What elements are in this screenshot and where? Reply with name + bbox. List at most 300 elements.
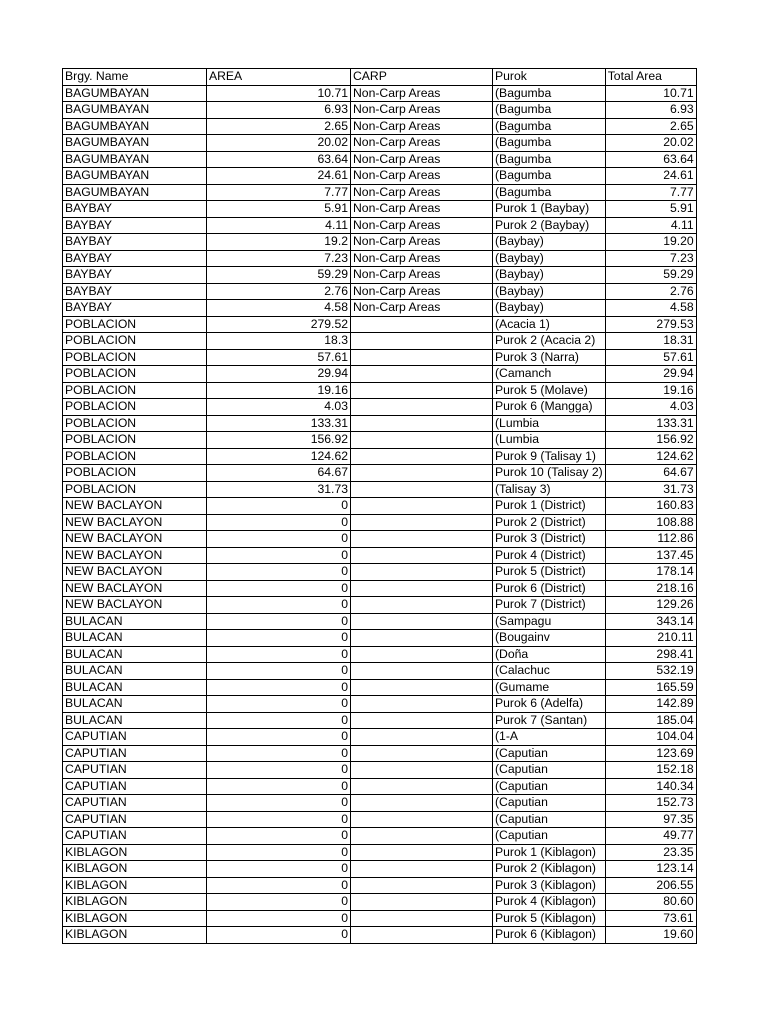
cell-area[interactable]: 4.03: [207, 399, 351, 416]
table-row: [63, 646, 697, 663]
cell-purok[interactable]: Purok 6 (Kiblagon): [493, 927, 606, 944]
table-row: [63, 811, 697, 828]
cell-total-area[interactable]: 160.83: [605, 498, 696, 515]
cell-purok[interactable]: (Lumbia: [493, 415, 606, 432]
cell-purok[interactable]: (Caputian: [493, 795, 606, 812]
cell-carp[interactable]: Non-Carp Areas: [351, 102, 493, 119]
cell-brgy-name[interactable]: BULACAN: [63, 663, 207, 680]
cell-total-area[interactable]: 73.61: [605, 910, 696, 927]
cell-carp[interactable]: [351, 712, 493, 729]
cell-area[interactable]: 0: [207, 696, 351, 713]
cell-total-area[interactable]: 112.86: [605, 531, 696, 548]
cell-purok[interactable]: (Baybay): [493, 234, 606, 251]
cell-purok[interactable]: (Baybay): [493, 267, 606, 284]
cell-carp[interactable]: [351, 795, 493, 812]
cell-total-area[interactable]: 2.65: [605, 118, 696, 135]
cell-area[interactable]: 0: [207, 712, 351, 729]
cell-area[interactable]: 63.64: [207, 151, 351, 168]
cell-purok[interactable]: (Bougainv: [493, 630, 606, 647]
cell-purok[interactable]: (Caputian: [493, 762, 606, 779]
cell-total-area[interactable]: 23.35: [605, 844, 696, 861]
cell-total-area[interactable]: 123.14: [605, 861, 696, 878]
cell-carp[interactable]: Non-Carp Areas: [351, 85, 493, 102]
cell-brgy-name[interactable]: CAPUTIAN: [63, 745, 207, 762]
cell-carp[interactable]: [351, 696, 493, 713]
cell-area[interactable]: 0: [207, 778, 351, 795]
cell-carp[interactable]: [351, 679, 493, 696]
cell-carp[interactable]: [351, 481, 493, 498]
cell-total-area[interactable]: 142.89: [605, 696, 696, 713]
cell-purok[interactable]: Purok 5 (Kiblagon): [493, 910, 606, 927]
cell-area[interactable]: 7.23: [207, 250, 351, 267]
cell-carp[interactable]: [351, 465, 493, 482]
cell-purok[interactable]: Purok 4 (Kiblagon): [493, 894, 606, 911]
cell-brgy-name[interactable]: CAPUTIAN: [63, 828, 207, 845]
cell-area[interactable]: 0: [207, 861, 351, 878]
cell-brgy-name[interactable]: BAGUMBAYAN: [63, 168, 207, 185]
cell-carp[interactable]: [351, 531, 493, 548]
cell-purok[interactable]: (Sampagu: [493, 613, 606, 630]
cell-area[interactable]: 0: [207, 745, 351, 762]
cell-brgy-name[interactable]: BAGUMBAYAN: [63, 151, 207, 168]
cell-total-area[interactable]: 18.31: [605, 333, 696, 350]
table-row: [63, 300, 697, 317]
cell-purok[interactable]: Purok 2 (District): [493, 514, 606, 531]
cell-purok[interactable]: Purok 9 (Talisay 1): [493, 448, 606, 465]
table-row: [63, 283, 697, 300]
cell-brgy-name[interactable]: BULACAN: [63, 630, 207, 647]
cell-carp[interactable]: [351, 432, 493, 449]
cell-carp[interactable]: [351, 498, 493, 515]
cell-purok[interactable]: Purok 1 (District): [493, 498, 606, 515]
cell-carp[interactable]: Non-Carp Areas: [351, 217, 493, 234]
cell-carp[interactable]: [351, 630, 493, 647]
cell-total-area[interactable]: 124.62: [605, 448, 696, 465]
cell-area[interactable]: 29.94: [207, 366, 351, 383]
table-row: [63, 514, 697, 531]
cell-purok[interactable]: (Caputian: [493, 745, 606, 762]
header-carp[interactable]: CARP: [351, 69, 493, 86]
cell-total-area[interactable]: 2.76: [605, 283, 696, 300]
cell-purok[interactable]: Purok 3 (Narra): [493, 349, 606, 366]
cell-carp[interactable]: [351, 646, 493, 663]
cell-carp[interactable]: Non-Carp Areas: [351, 300, 493, 317]
cell-total-area[interactable]: 4.11: [605, 217, 696, 234]
cell-purok[interactable]: Purok 3 (District): [493, 531, 606, 548]
cell-total-area[interactable]: 64.67: [605, 465, 696, 482]
cell-brgy-name[interactable]: NEW BACLAYON: [63, 597, 207, 614]
cell-area[interactable]: 0: [207, 729, 351, 746]
cell-area[interactable]: 0: [207, 795, 351, 812]
cell-total-area[interactable]: 5.91: [605, 201, 696, 218]
cell-carp[interactable]: [351, 597, 493, 614]
cell-brgy-name[interactable]: BAGUMBAYAN: [63, 184, 207, 201]
cell-carp[interactable]: [351, 811, 493, 828]
cell-purok[interactable]: Purok 7 (Santan): [493, 712, 606, 729]
table-row: [63, 861, 697, 878]
cell-carp[interactable]: Non-Carp Areas: [351, 201, 493, 218]
cell-brgy-name[interactable]: BAYBAY: [63, 283, 207, 300]
cell-total-area[interactable]: 24.61: [605, 168, 696, 185]
cell-total-area[interactable]: 185.04: [605, 712, 696, 729]
table-row: [63, 745, 697, 762]
cell-brgy-name[interactable]: CAPUTIAN: [63, 778, 207, 795]
cell-carp[interactable]: Non-Carp Areas: [351, 151, 493, 168]
cell-total-area[interactable]: 108.88: [605, 514, 696, 531]
table-row: [63, 448, 697, 465]
cell-carp[interactable]: Non-Carp Areas: [351, 168, 493, 185]
cell-total-area[interactable]: 7.77: [605, 184, 696, 201]
cell-area[interactable]: 19.16: [207, 382, 351, 399]
header-row: [63, 69, 697, 86]
cell-carp[interactable]: [351, 415, 493, 432]
table-row: [63, 795, 697, 812]
cell-total-area[interactable]: 343.14: [605, 613, 696, 630]
table-row: [63, 679, 697, 696]
cell-area[interactable]: 0: [207, 844, 351, 861]
cell-area[interactable]: 0: [207, 828, 351, 845]
table-row: [63, 894, 697, 911]
cell-total-area[interactable]: 10.71: [605, 85, 696, 102]
cell-total-area[interactable]: 218.16: [605, 580, 696, 597]
cell-brgy-name[interactable]: NEW BACLAYON: [63, 580, 207, 597]
cell-purok[interactable]: (Calachuc: [493, 663, 606, 680]
cell-purok[interactable]: (Bagumba: [493, 151, 606, 168]
cell-total-area[interactable]: 63.64: [605, 151, 696, 168]
cell-area[interactable]: 5.91: [207, 201, 351, 218]
table-row: [63, 349, 697, 366]
cell-brgy-name[interactable]: POBLACION: [63, 432, 207, 449]
cell-brgy-name[interactable]: POBLACION: [63, 448, 207, 465]
cell-brgy-name[interactable]: BULACAN: [63, 679, 207, 696]
cell-carp[interactable]: Non-Carp Areas: [351, 250, 493, 267]
cell-total-area[interactable]: 19.60: [605, 927, 696, 944]
cell-carp[interactable]: Non-Carp Areas: [351, 118, 493, 135]
cell-area[interactable]: 0: [207, 630, 351, 647]
cell-area[interactable]: 57.61: [207, 349, 351, 366]
cell-carp[interactable]: [351, 448, 493, 465]
cell-total-area[interactable]: 20.02: [605, 135, 696, 152]
cell-purok[interactable]: (Camanch: [493, 366, 606, 383]
table-row: [63, 531, 697, 548]
cell-area[interactable]: 0: [207, 811, 351, 828]
header-purok[interactable]: Purok: [493, 69, 606, 86]
cell-area[interactable]: 0: [207, 531, 351, 548]
cell-area[interactable]: 20.02: [207, 135, 351, 152]
cell-brgy-name[interactable]: BAYBAY: [63, 267, 207, 284]
table-row: [63, 729, 697, 746]
cell-purok[interactable]: Purok 4 (District): [493, 547, 606, 564]
cell-carp[interactable]: [351, 762, 493, 779]
cell-carp[interactable]: [351, 729, 493, 746]
cell-carp[interactable]: [351, 547, 493, 564]
cell-carp[interactable]: Non-Carp Areas: [351, 283, 493, 300]
cell-brgy-name[interactable]: POBLACION: [63, 349, 207, 366]
cell-carp[interactable]: [351, 333, 493, 350]
table-row: [63, 250, 697, 267]
cell-purok[interactable]: (Caputian: [493, 778, 606, 795]
cell-carp[interactable]: Non-Carp Areas: [351, 135, 493, 152]
cell-brgy-name[interactable]: BAYBAY: [63, 250, 207, 267]
cell-brgy-name[interactable]: POBLACION: [63, 366, 207, 383]
cell-total-area[interactable]: 123.69: [605, 745, 696, 762]
cell-area[interactable]: 2.76: [207, 283, 351, 300]
cell-total-area[interactable]: 279.53: [605, 316, 696, 333]
cell-carp[interactable]: [351, 745, 493, 762]
cell-purok[interactable]: (Bagumba: [493, 85, 606, 102]
cell-total-area[interactable]: 129.26: [605, 597, 696, 614]
cell-area[interactable]: 6.93: [207, 102, 351, 119]
table-row: [63, 547, 697, 564]
cell-brgy-name[interactable]: KIBLAGON: [63, 877, 207, 894]
table-row: [63, 712, 697, 729]
cell-area[interactable]: 7.77: [207, 184, 351, 201]
cell-area[interactable]: 0: [207, 580, 351, 597]
cell-area[interactable]: 124.62: [207, 448, 351, 465]
table-row: [63, 217, 697, 234]
cell-brgy-name[interactable]: CAPUTIAN: [63, 762, 207, 779]
cell-purok[interactable]: (Caputian: [493, 811, 606, 828]
cell-brgy-name[interactable]: BAYBAY: [63, 217, 207, 234]
cell-total-area[interactable]: 7.23: [605, 250, 696, 267]
cell-brgy-name[interactable]: NEW BACLAYON: [63, 514, 207, 531]
table-row: [63, 102, 697, 119]
cell-total-area[interactable]: 104.04: [605, 729, 696, 746]
cell-brgy-name[interactable]: POBLACION: [63, 465, 207, 482]
cell-purok[interactable]: Purok 5 (District): [493, 564, 606, 581]
cell-total-area[interactable]: 152.18: [605, 762, 696, 779]
cell-area[interactable]: 0: [207, 498, 351, 515]
cell-carp[interactable]: Non-Carp Areas: [351, 234, 493, 251]
cell-carp[interactable]: [351, 927, 493, 944]
cell-brgy-name[interactable]: POBLACION: [63, 481, 207, 498]
table-row: [63, 85, 697, 102]
cell-area[interactable]: 0: [207, 877, 351, 894]
cell-purok[interactable]: (Bagumba: [493, 118, 606, 135]
cell-area[interactable]: 0: [207, 547, 351, 564]
cell-purok[interactable]: (Bagumba: [493, 184, 606, 201]
cell-purok[interactable]: (Doña: [493, 646, 606, 663]
cell-area[interactable]: 0: [207, 564, 351, 581]
cell-total-area[interactable]: 532.19: [605, 663, 696, 680]
table-row: [63, 151, 697, 168]
cell-purok[interactable]: Purok 2 (Baybay): [493, 217, 606, 234]
cell-purok[interactable]: (1-A: [493, 729, 606, 746]
table-row: [63, 630, 697, 647]
table-row: [63, 366, 697, 383]
cell-area[interactable]: 0: [207, 514, 351, 531]
cell-brgy-name[interactable]: KIBLAGON: [63, 910, 207, 927]
cell-purok[interactable]: Purok 6 (District): [493, 580, 606, 597]
cell-carp[interactable]: [351, 778, 493, 795]
cell-purok[interactable]: Purok 10 (Talisay 2): [493, 465, 606, 482]
table-row: [63, 382, 697, 399]
cell-area[interactable]: 0: [207, 613, 351, 630]
cell-area[interactable]: 18.3: [207, 333, 351, 350]
cell-purok[interactable]: Purok 1 (Kiblagon): [493, 844, 606, 861]
cell-area[interactable]: 64.67: [207, 465, 351, 482]
cell-area[interactable]: 0: [207, 894, 351, 911]
cell-area[interactable]: 59.29: [207, 267, 351, 284]
cell-brgy-name[interactable]: POBLACION: [63, 382, 207, 399]
table-row: [63, 135, 697, 152]
cell-brgy-name[interactable]: KIBLAGON: [63, 861, 207, 878]
cell-purok[interactable]: (Lumbia: [493, 432, 606, 449]
cell-carp[interactable]: [351, 382, 493, 399]
cell-brgy-name[interactable]: CAPUTIAN: [63, 795, 207, 812]
cell-purok[interactable]: (Baybay): [493, 250, 606, 267]
cell-purok[interactable]: Purok 3 (Kiblagon): [493, 877, 606, 894]
table-row: [63, 184, 697, 201]
cell-brgy-name[interactable]: BAGUMBAYAN: [63, 85, 207, 102]
cell-carp[interactable]: [351, 316, 493, 333]
header-total-area[interactable]: Total Area: [605, 69, 696, 86]
cell-total-area[interactable]: 210.11: [605, 630, 696, 647]
cell-carp[interactable]: [351, 580, 493, 597]
cell-purok[interactable]: (Bagumba: [493, 168, 606, 185]
cell-carp[interactable]: Non-Carp Areas: [351, 184, 493, 201]
cell-brgy-name[interactable]: NEW BACLAYON: [63, 564, 207, 581]
cell-brgy-name[interactable]: NEW BACLAYON: [63, 498, 207, 515]
cell-brgy-name[interactable]: KIBLAGON: [63, 927, 207, 944]
cell-carp[interactable]: [351, 366, 493, 383]
table-row: [63, 762, 697, 779]
cell-purok[interactable]: (Bagumba: [493, 135, 606, 152]
cell-brgy-name[interactable]: POBLACION: [63, 333, 207, 350]
cell-total-area[interactable]: 4.03: [605, 399, 696, 416]
cell-area[interactable]: 2.65: [207, 118, 351, 135]
cell-purok[interactable]: Purok 2 (Acacia 2): [493, 333, 606, 350]
cell-total-area[interactable]: 165.59: [605, 679, 696, 696]
cell-brgy-name[interactable]: BULACAN: [63, 646, 207, 663]
cell-total-area[interactable]: 133.31: [605, 415, 696, 432]
cell-total-area[interactable]: 49.77: [605, 828, 696, 845]
cell-total-area[interactable]: 152.73: [605, 795, 696, 812]
cell-area[interactable]: 0: [207, 597, 351, 614]
cell-total-area[interactable]: 97.35: [605, 811, 696, 828]
cell-total-area[interactable]: 29.94: [605, 366, 696, 383]
cell-purok[interactable]: (Baybay): [493, 300, 606, 317]
cell-area[interactable]: 24.61: [207, 168, 351, 185]
cell-carp[interactable]: [351, 828, 493, 845]
cell-brgy-name[interactable]: CAPUTIAN: [63, 729, 207, 746]
cell-purok[interactable]: (Acacia 1): [493, 316, 606, 333]
cell-carp[interactable]: [351, 399, 493, 416]
table-row: [63, 498, 697, 515]
cell-brgy-name[interactable]: KIBLAGON: [63, 894, 207, 911]
cell-total-area[interactable]: 80.60: [605, 894, 696, 911]
cell-total-area[interactable]: 19.16: [605, 382, 696, 399]
cell-carp[interactable]: [351, 877, 493, 894]
cell-area[interactable]: 279.52: [207, 316, 351, 333]
cell-carp[interactable]: [351, 894, 493, 911]
cell-brgy-name[interactable]: BAYBAY: [63, 234, 207, 251]
cell-brgy-name[interactable]: BULACAN: [63, 712, 207, 729]
cell-area[interactable]: 0: [207, 910, 351, 927]
cell-total-area[interactable]: 178.14: [605, 564, 696, 581]
table-row: [63, 168, 697, 185]
cell-brgy-name[interactable]: BAGUMBAYAN: [63, 118, 207, 135]
cell-area[interactable]: 19.2: [207, 234, 351, 251]
cell-purok[interactable]: (Baybay): [493, 283, 606, 300]
cell-purok[interactable]: Purok 2 (Kiblagon): [493, 861, 606, 878]
cell-total-area[interactable]: 6.93: [605, 102, 696, 119]
cell-carp[interactable]: [351, 910, 493, 927]
cell-carp[interactable]: [351, 514, 493, 531]
table-row: [63, 201, 697, 218]
cell-area[interactable]: 0: [207, 679, 351, 696]
cell-brgy-name[interactable]: BAGUMBAYAN: [63, 135, 207, 152]
cell-area[interactable]: 156.92: [207, 432, 351, 449]
cell-area[interactable]: 133.31: [207, 415, 351, 432]
header-area[interactable]: AREA: [207, 69, 351, 86]
cell-total-area[interactable]: 140.34: [605, 778, 696, 795]
table-row: [63, 564, 697, 581]
cell-brgy-name[interactable]: POBLACION: [63, 415, 207, 432]
cell-area[interactable]: 0: [207, 762, 351, 779]
cell-brgy-name[interactable]: KIBLAGON: [63, 844, 207, 861]
cell-total-area[interactable]: 31.73: [605, 481, 696, 498]
cell-purok[interactable]: (Gumame: [493, 679, 606, 696]
cell-total-area[interactable]: 59.29: [605, 267, 696, 284]
cell-carp[interactable]: [351, 663, 493, 680]
cell-area[interactable]: 4.11: [207, 217, 351, 234]
cell-brgy-name[interactable]: POBLACION: [63, 399, 207, 416]
cell-brgy-name[interactable]: BAYBAY: [63, 300, 207, 317]
cell-area[interactable]: 0: [207, 663, 351, 680]
cell-brgy-name[interactable]: POBLACION: [63, 316, 207, 333]
cell-brgy-name[interactable]: NEW BACLAYON: [63, 547, 207, 564]
cell-area[interactable]: 10.71: [207, 85, 351, 102]
cell-purok[interactable]: Purok 6 (Adelfa): [493, 696, 606, 713]
cell-area[interactable]: 0: [207, 646, 351, 663]
cell-carp[interactable]: [351, 564, 493, 581]
cell-purok[interactable]: Purok 7 (District): [493, 597, 606, 614]
table-row: [63, 910, 697, 927]
cell-purok[interactable]: (Talisay 3): [493, 481, 606, 498]
cell-carp[interactable]: Non-Carp Areas: [351, 267, 493, 284]
cell-brgy-name[interactable]: BULACAN: [63, 696, 207, 713]
cell-brgy-name[interactable]: BAYBAY: [63, 201, 207, 218]
cell-purok[interactable]: (Caputian: [493, 828, 606, 845]
cell-area[interactable]: 31.73: [207, 481, 351, 498]
cell-carp[interactable]: [351, 861, 493, 878]
cell-brgy-name[interactable]: BAGUMBAYAN: [63, 102, 207, 119]
cell-area[interactable]: 0: [207, 927, 351, 944]
header-brgy-name[interactable]: Brgy. Name: [63, 69, 207, 86]
table-row: [63, 844, 697, 861]
spreadsheet-table: [62, 68, 697, 944]
cell-purok[interactable]: Purok 5 (Molave): [493, 382, 606, 399]
cell-purok[interactable]: (Bagumba: [493, 102, 606, 119]
cell-purok[interactable]: Purok 6 (Mangga): [493, 399, 606, 416]
cell-total-area[interactable]: 57.61: [605, 349, 696, 366]
cell-carp[interactable]: [351, 613, 493, 630]
cell-total-area[interactable]: 156.92: [605, 432, 696, 449]
cell-brgy-name[interactable]: CAPUTIAN: [63, 811, 207, 828]
cell-total-area[interactable]: 4.58: [605, 300, 696, 317]
cell-total-area[interactable]: 137.45: [605, 547, 696, 564]
cell-total-area[interactable]: 206.55: [605, 877, 696, 894]
cell-total-area[interactable]: 19.20: [605, 234, 696, 251]
cell-area[interactable]: 4.58: [207, 300, 351, 317]
cell-carp[interactable]: [351, 349, 493, 366]
cell-brgy-name[interactable]: NEW BACLAYON: [63, 531, 207, 548]
cell-purok[interactable]: Purok 1 (Baybay): [493, 201, 606, 218]
cell-carp[interactable]: [351, 844, 493, 861]
cell-brgy-name[interactable]: BULACAN: [63, 613, 207, 630]
cell-total-area[interactable]: 298.41: [605, 646, 696, 663]
